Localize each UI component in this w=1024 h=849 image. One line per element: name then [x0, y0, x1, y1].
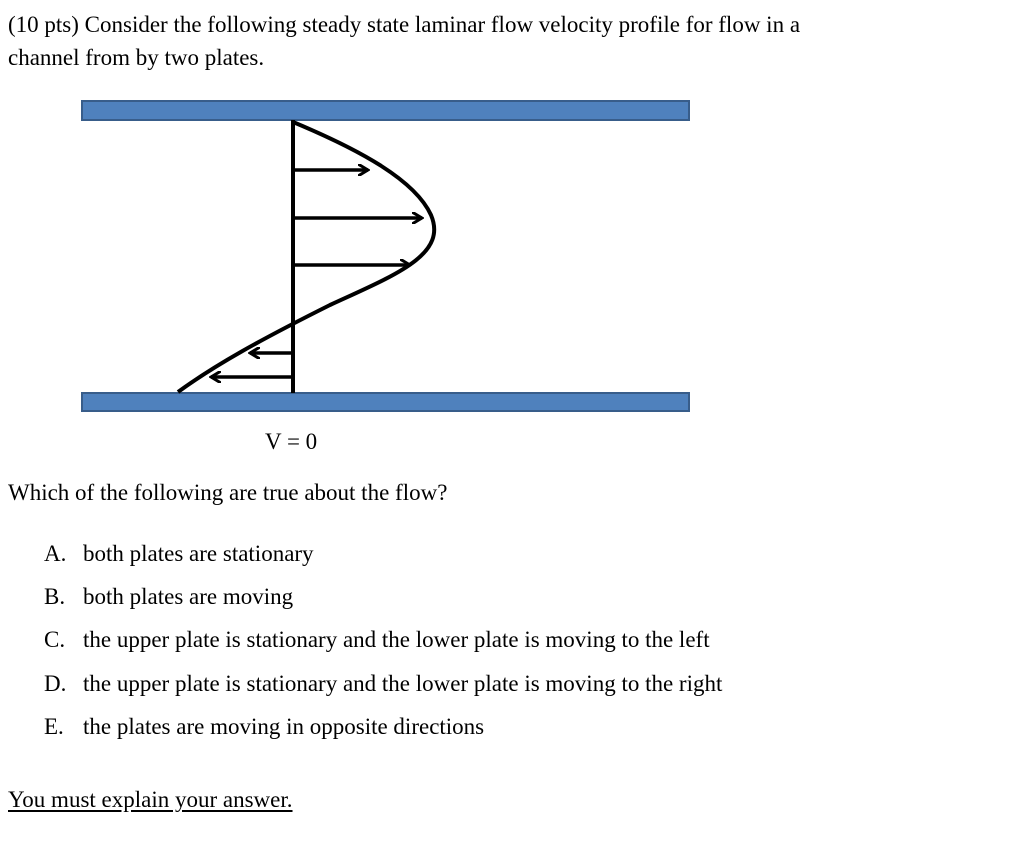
lower-plate [82, 393, 689, 411]
option-text: the upper plate is stationary and the lower plate is moving to the right [83, 671, 723, 696]
option-text: both plates are moving [83, 584, 294, 609]
velocity-zero-label: V = 0 [265, 429, 318, 454]
option-letter: C. [44, 627, 66, 652]
option-letter: A. [44, 541, 67, 566]
option-text: the plates are moving in opposite directions [83, 714, 485, 739]
question-header-line-1: (10 pts) Consider the following steady state laminar flow velocity profile for flow in a [8, 12, 801, 37]
option-d [44, 669, 722, 699]
velocity-profile-curve [178, 122, 434, 392]
option-letter: E. [44, 714, 64, 739]
question-prompt: Which of the following are true about the flow? [8, 480, 448, 505]
option-b [44, 582, 293, 612]
option-letter: B. [44, 584, 66, 609]
upper-plate [82, 101, 689, 120]
explain-instruction: You must explain your answer. [8, 787, 293, 812]
option-e [44, 712, 484, 742]
option-letter: D. [44, 671, 67, 696]
option-text: the upper plate is stationary and the lower plate is moving to the left [83, 627, 710, 652]
option-text: both plates are stationary [83, 541, 314, 566]
option-a [44, 539, 314, 569]
option-c [44, 625, 710, 655]
question-header-line-2: channel from by two plates. [8, 45, 265, 70]
